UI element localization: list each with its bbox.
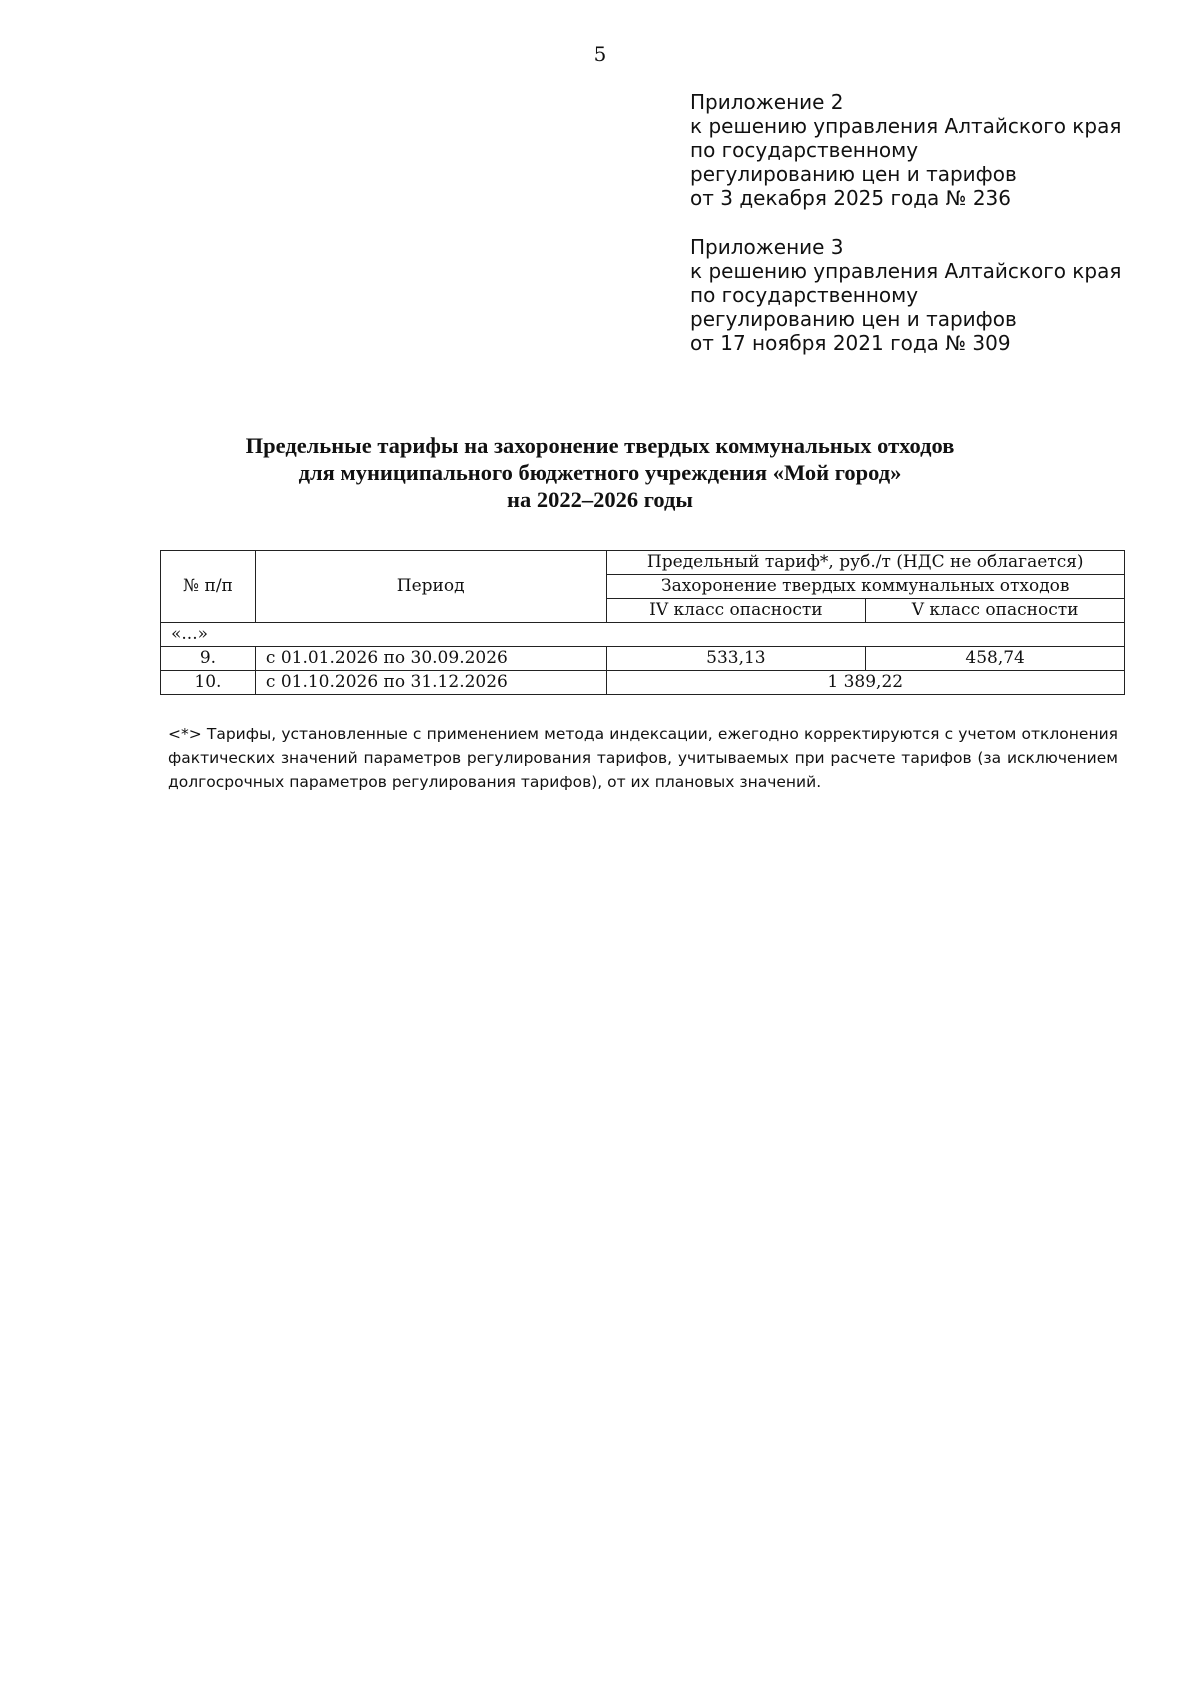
appendix-line: регулированию цен и тарифов (690, 162, 1017, 186)
appendix-line: по государственному (690, 138, 919, 162)
table-row (161, 671, 1125, 695)
row-number: 9. (161, 647, 256, 671)
table-header-row (161, 551, 1125, 575)
appendix-line: Приложение 3 (690, 235, 844, 259)
row-period: с 01.10.2026 по 31.12.2026 (255, 671, 606, 695)
header-period: Период (255, 551, 606, 623)
header-class-v: V класс опасности (866, 599, 1125, 623)
row-period: с 01.01.2026 по 30.09.2026 (255, 647, 606, 671)
row-combined-value: 1 389,22 (606, 671, 1125, 695)
tariff-table (160, 550, 1125, 695)
appendix-line: от 3 декабря 2025 года № 236 (690, 186, 1011, 210)
header-number: № п/п (161, 551, 256, 623)
appendix-current-block (690, 90, 1160, 210)
title-line: для муниципального бюджетного учреждения «Мой город» (298, 460, 902, 485)
document-title (0, 432, 1200, 513)
header-class-iv: IV класс опасности (606, 599, 866, 623)
appendix-line: Приложение 2 (690, 90, 844, 114)
row-class-v-value: 458,74 (866, 647, 1125, 671)
header-tariff: Предельный тариф*, руб./т (НДС не облагается) (606, 551, 1125, 575)
ellipsis-cell: «...» (161, 623, 1125, 647)
row-class-iv-value: 533,13 (606, 647, 866, 671)
appendix-original-block (690, 235, 1160, 355)
appendix-line: от 17 ноября 2021 года № 309 (690, 331, 1011, 355)
page-number: 5 (593, 42, 607, 66)
footnote: <*> Тарифы, установленные с применением метода индексации, ежегодно корректируются с учетом отклонения фактических значений параметров регулирования тарифов, учитываемых при расчете тарифов (за исключением долгосрочных параметров регулирования тарифов), от их плановых значений. (168, 725, 1118, 791)
table-row-ellipsis (161, 623, 1125, 647)
title-line: Предельные тарифы на захоронение твердых коммунальных отходов (245, 433, 955, 458)
title-line: на 2022–2026 годы (507, 487, 693, 512)
appendix-line: по государственному (690, 283, 919, 307)
appendix-line: к решению управления Алтайского края (690, 114, 1122, 138)
header-service: Захоронение твердых коммунальных отходов (606, 575, 1125, 599)
table-row (161, 647, 1125, 671)
appendix-line: к решению управления Алтайского края (690, 259, 1122, 283)
row-number: 10. (161, 671, 256, 695)
appendix-line: регулированию цен и тарифов (690, 307, 1017, 331)
